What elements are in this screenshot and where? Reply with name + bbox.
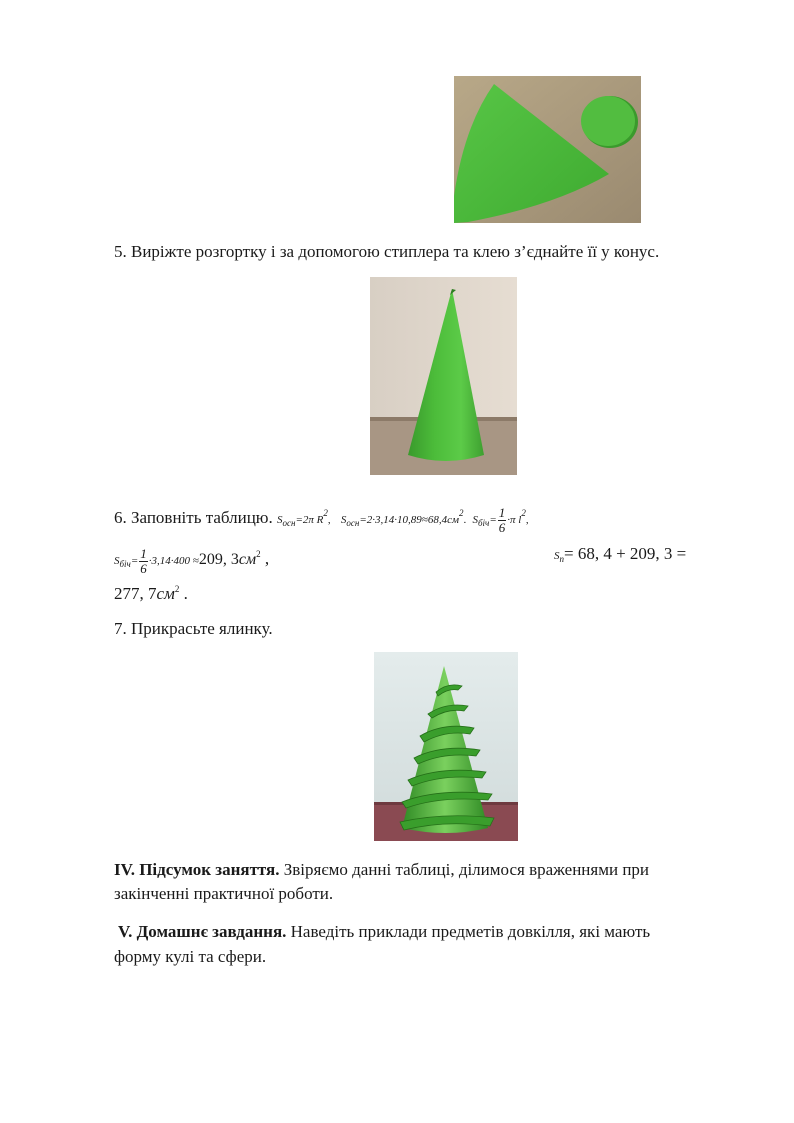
summary-heading: IV. Підсумок заняття. (114, 860, 280, 879)
formula-base-area-value: $S_{осн}=2\cdot 3,14\cdot 10,89\approx 68,4см^2$ (340, 508, 464, 528)
summary-paragraph-line-1: IV. Підсумок заняття. Звіряємо данні таблиці, ділимося враженнями при (114, 860, 650, 879)
decorated-tree-photo (374, 652, 518, 841)
step-6-line-2: $S_{біч}=$ $\frac{1}{6}$ ·3,14·400 ≈209, $3см^2$ , (114, 545, 270, 576)
cone-photo (370, 277, 517, 475)
formula-lateral-area-value: $S_{біч}=$ $\frac{1}{6}$ ·3,14·400 ≈ (114, 545, 199, 576)
formula-total-result: 277, $7см^2$ . (114, 584, 188, 603)
circle-base-shape (581, 96, 635, 146)
step-6-intro: 6. Заповніть таблицю. (114, 508, 273, 527)
step-7-text: 7. Прикрасьте ялинку. (114, 619, 273, 638)
homework-paragraph-line-2: форму кулі та сфери. (114, 947, 267, 966)
cone-net-image (454, 76, 641, 223)
homework-heading: V. Домашнє завдання. (118, 922, 287, 941)
homework-paragraph-line-1: V. Домашнє завдання. Наведіть приклади предметів довкілля, які мають (118, 922, 651, 941)
decorated-tree-image (374, 652, 518, 841)
step-6-line-1: 6. Заповніть таблицю. $S_{осн}=2\pi$ $R^2$, $S_{осн}=2\cdot 3,14\cdot 10,89\approx 68,4см^2$. $S_{біч}=$ $\frac{1}{6}$ ·π $l^2$, (114, 504, 529, 535)
step-5-text: 5. Виріжте розгортку і за допомогою стиплера та клею з’єднайте її у конус. (114, 242, 660, 261)
cone-image (370, 277, 517, 475)
formula-lateral-area: $S_{біч}=$ $\frac{1}{6}$ ·π $l^2$ (472, 504, 526, 535)
formula-total-area: $S_п= 68$, 4 + 209, 3 = (554, 544, 687, 564)
summary-paragraph-line-2: закінченні практичної роботи. (114, 884, 334, 903)
formula-base-area: $S_{осн}=2\pi$ $R^2$ (277, 508, 328, 528)
cone-net-photo (454, 76, 641, 223)
